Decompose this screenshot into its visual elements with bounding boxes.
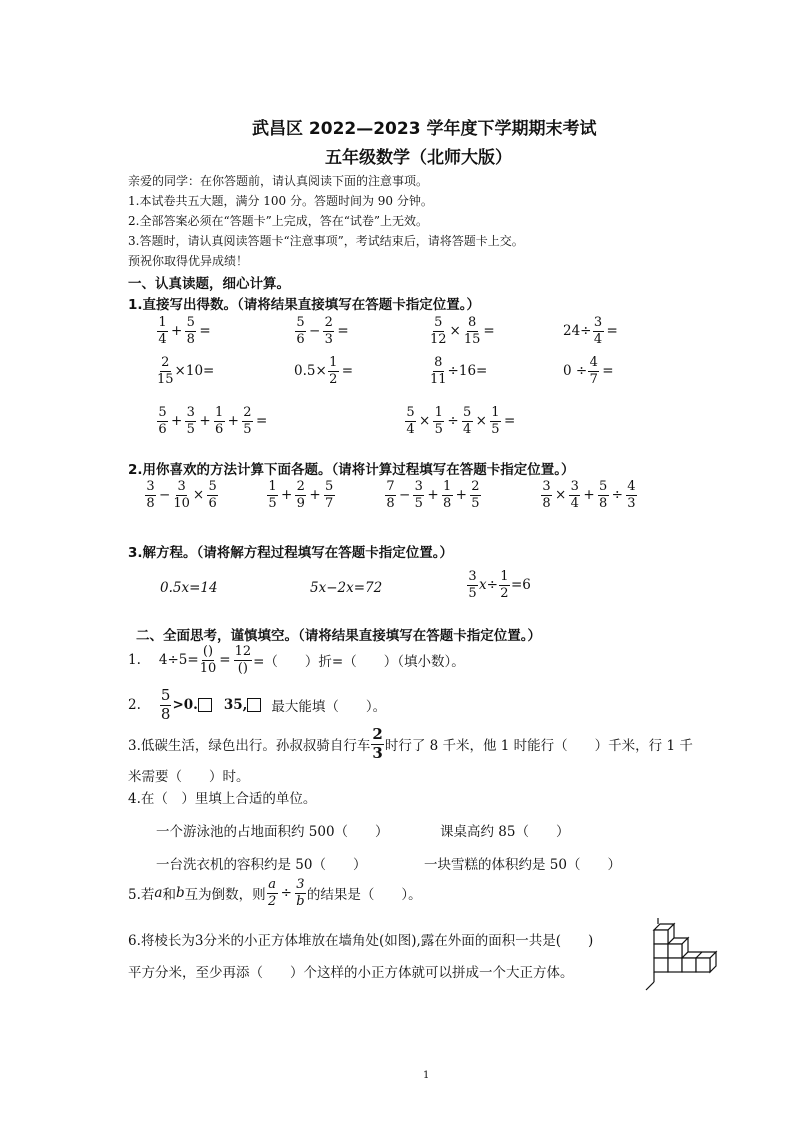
exam-title: 武昌区 2022—2023 学年度下学期期末考试 — [252, 119, 597, 139]
s2-q4-item-d: 一块雪糕的体积约是 50（ ） — [424, 857, 621, 873]
note-wish: 预祝你取得优异成绩！ — [128, 254, 249, 268]
s1-q2-item-c: 7 8 − $\frac{3}{5}$ + $\frac{1}{8}$ + $\frac{2}{5}$ — [386, 479, 480, 511]
blank-box[interactable] — [247, 698, 261, 712]
cube-front-face — [682, 958, 696, 972]
s1-q3-equation-c: 3 5 x÷ $\frac{1}{2}$ =6 — [468, 569, 531, 601]
s1-q1-item-e: $\frac{2}{15}$ ×10= — [157, 355, 215, 387]
s1-q3-equation-b: 5x−2x=72 — [310, 580, 383, 596]
s2-q4-title: 4.在（ ）里填上合适的单位。 — [128, 791, 317, 807]
note-1: 1.本试卷共五大题，满分 100 分。答题时间为 90 分钟。 — [128, 194, 433, 208]
cube-front-face — [668, 958, 682, 972]
s2-q5: 5.若 a 和 b 互为倒数，则 $\frac{a}{2}$ ÷ $\frac{3}{b}$ 的结果是（ ）。 — [128, 877, 422, 909]
s1-q1-item-f: 0.5× $\frac{1}{2}$ = — [294, 355, 354, 387]
s1-q1-item-a: 1 4 + $\frac{5}{8}$ = — [158, 315, 211, 347]
s1-q1-title: 1.直接写出得数。（请将结果直接填写在答题卡指定位置。） — [128, 297, 481, 313]
cube-front-face — [654, 930, 668, 944]
section-1-title: 一、认真读题，细心计算。 — [128, 276, 290, 292]
s2-q4-item-c: 一台洗衣机的容积约是 50（ ） — [156, 857, 367, 873]
s1-q1-item-j: $\frac{5}{4}$ × $\frac{1}{5}$ ÷ $\frac{5}{4}$ × $\frac{1}{5}$ = — [406, 405, 516, 437]
note-2: 2.全部答案必须在“答题卡”上完成，答在“试卷”上无效。 — [128, 214, 428, 228]
blank-box[interactable] — [198, 698, 212, 712]
s1-q1-item-d: 24÷ $\frac{3}{4}$ = — [563, 315, 618, 347]
s1-q1-item-g: $\frac{8}{11}$ ÷16= — [430, 355, 488, 387]
cube-front-face — [696, 958, 710, 972]
s2-q6-line2: 平方分米，至少再添（ ）个这样的小正方体就可以拼成一个大正方体。 — [128, 965, 574, 981]
s2-q6-line1: 6.将棱长为3分米的小正方体堆放在墙角处(如图),露在外面的面积一共是( ) — [128, 933, 594, 949]
s2-q3-line2: 米需要（ ）时。 — [128, 769, 250, 785]
s2-q2: 2. 5 8 >0. 35, 最大能填（ ）。 — [128, 686, 387, 723]
s2-q1: 1. 4÷5= () 10 = 12 () =（ ）折=（ ）（填小数）。 — [128, 644, 465, 676]
note-3: 3.答题时，请认真阅读答题卡“注意事项”，考试结束后，请将答题卡上交。 — [128, 234, 524, 248]
s1-q1-item-h: 0 ÷ $\frac{4}{7}$ = — [563, 355, 614, 387]
s1-q2-title: 2.用你喜欢的方法计算下面各题。（请将计算过程填写在答题卡指定位置。） — [128, 462, 575, 478]
s2-q4-item-a: 一个游泳池的占地面积约 500（ ） — [156, 824, 389, 840]
floor-corner-line — [646, 982, 654, 990]
section-2-title: 二、全面思考，谨慎填空。（请将结果直接填写在答题卡指定位置。） — [136, 628, 541, 644]
s2-q4-item-b: 课桌高约 85（ ） — [440, 824, 570, 840]
s1-q2-item-b: 1 5 + $\frac{2}{9}$ + $\frac{5}{7}$ — [268, 479, 334, 511]
s1-q2-item-a: 3 8 − $\frac{3}{10}$ × $\frac{5}{6}$ — [146, 479, 217, 511]
s1-q1-item-i: 5 6 + $\frac{3}{5}$ + $\frac{1}{6}$ + $\frac{2}{5}$ = — [158, 405, 268, 437]
cube-front-face — [654, 944, 668, 958]
s2-q3-line1: 3.低碳生活，绿色出行。孙叔叔骑自行车 2 3 时行了 8 千米，他 1 时能行（ ）千米，行 1 千 — [128, 725, 693, 762]
cube-front-face — [654, 958, 668, 972]
s1-q1-item-b: 5 6 − $\frac{2}{3}$ = — [296, 315, 349, 347]
cube-stack-drawing — [646, 918, 716, 990]
cube-front-face — [668, 944, 682, 958]
cube-stack-figure — [644, 916, 724, 992]
s1-q2-item-d: $\frac{3}{8}$ × $\frac{3}{4}$ + $\frac{5}{8}$ ÷ $\frac{4}{3}$ — [542, 479, 636, 511]
s1-q3-equation-a: 0.5x=14 — [160, 580, 218, 596]
exam-subtitle: 五年级数学（北师大版） — [325, 148, 512, 168]
page-number: 1 — [423, 1070, 430, 1081]
s1-q3-title: 3.解方程。（请将解方程过程填写在答题卡指定位置。） — [128, 545, 454, 561]
note-greeting: 亲爱的同学：在你答题前，请认真阅读下面的注意事项。 — [128, 174, 429, 188]
s1-q1-item-c: $\frac{5}{12}$ × $\frac{8}{15}$ = — [430, 315, 495, 347]
